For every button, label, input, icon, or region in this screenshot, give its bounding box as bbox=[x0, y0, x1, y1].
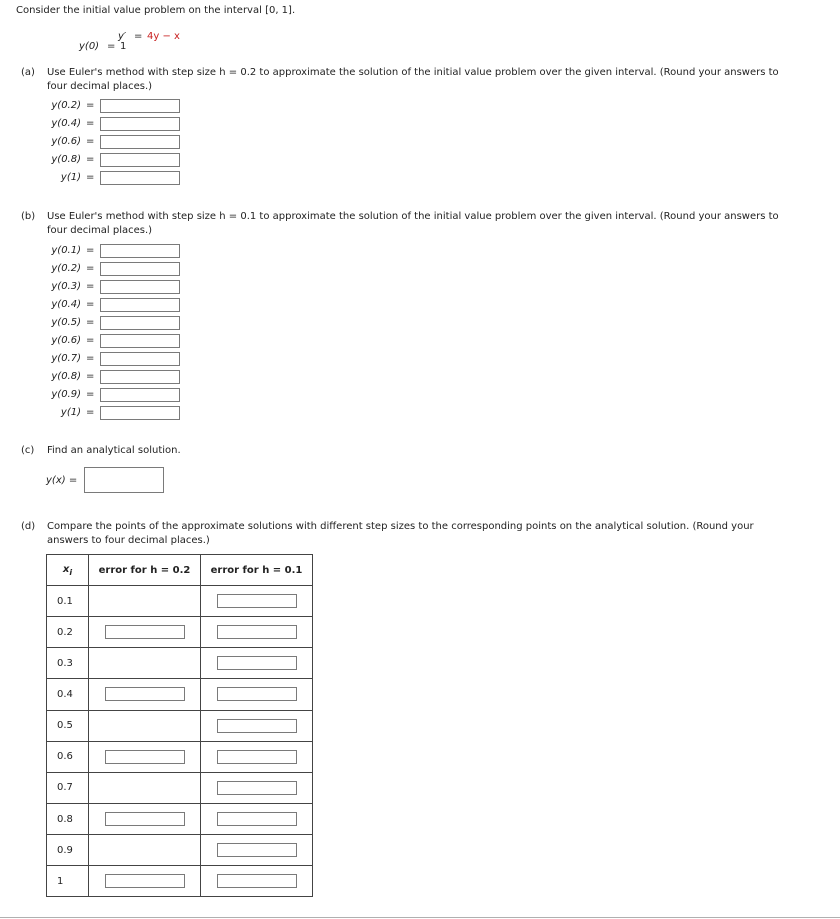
part-a-label: (a) bbox=[21, 67, 35, 78]
ode-line1-eq: = bbox=[134, 31, 143, 42]
error-h02-input[interactable] bbox=[105, 750, 185, 764]
xi-value: 0.4 bbox=[47, 679, 89, 710]
error-h01-cell bbox=[201, 710, 313, 741]
part-d-label: (d) bbox=[21, 521, 36, 532]
error-h01-input[interactable] bbox=[217, 812, 297, 826]
table-row bbox=[47, 803, 313, 834]
part-c-label: (c) bbox=[21, 445, 35, 456]
part-b-row-label: y(0.2) bbox=[51, 263, 81, 274]
part-b-row-label: y(0.1) bbox=[51, 245, 81, 256]
part-a-text-line2: four decimal places.) bbox=[47, 81, 153, 92]
part-b-answer-input[interactable] bbox=[100, 262, 180, 276]
error-h01-input[interactable] bbox=[217, 843, 297, 857]
xi-value: 0.9 bbox=[47, 835, 89, 866]
part-b-answer-input[interactable] bbox=[100, 244, 180, 258]
error-h02-cell bbox=[89, 679, 201, 710]
part-b-row-equals: = bbox=[86, 317, 95, 328]
part-c-text: Find an analytical solution. bbox=[47, 445, 181, 456]
part-b-row-equals: = bbox=[86, 263, 95, 274]
table-row bbox=[47, 835, 313, 866]
table-row bbox=[47, 741, 313, 772]
part-b-row-equals: = bbox=[86, 371, 95, 382]
error-h02-cell bbox=[89, 648, 201, 679]
table-row bbox=[47, 617, 313, 648]
error-h02-cell bbox=[89, 803, 201, 834]
xi-value: 0.8 bbox=[47, 803, 89, 834]
error-h01-cell bbox=[201, 679, 313, 710]
error-h01-cell bbox=[201, 586, 313, 617]
error-h01-input[interactable] bbox=[217, 719, 297, 733]
part-a-answer-input[interactable] bbox=[100, 171, 180, 185]
part-b-row-equals: = bbox=[86, 335, 95, 346]
table-row bbox=[47, 586, 313, 617]
table-header-row bbox=[47, 555, 313, 586]
xi-value: 0.7 bbox=[47, 772, 89, 803]
analytical-solution-input[interactable] bbox=[84, 467, 164, 493]
error-h01-input[interactable] bbox=[217, 656, 297, 670]
part-d-text-line2: answers to four decimal places.) bbox=[47, 535, 210, 546]
part-b-answer-input[interactable] bbox=[100, 388, 180, 402]
table-row bbox=[47, 772, 313, 803]
error-h02-input[interactable] bbox=[105, 687, 185, 701]
error-h01-cell bbox=[201, 866, 313, 897]
error-h01-cell bbox=[201, 835, 313, 866]
error-h02-cell bbox=[89, 835, 201, 866]
ode-line1-rhs: 4y − x bbox=[147, 31, 180, 42]
part-b-row-label: y(0.4) bbox=[51, 299, 81, 310]
xi-value: 0.3 bbox=[47, 648, 89, 679]
error-h02-cell bbox=[89, 741, 201, 772]
part-b-answer-input[interactable] bbox=[100, 370, 180, 384]
part-b-answer-input[interactable] bbox=[100, 316, 180, 330]
xi-value: 0.5 bbox=[47, 710, 89, 741]
error-comparison-table bbox=[46, 554, 313, 897]
part-b-answer-input[interactable] bbox=[100, 280, 180, 294]
part-b-row-label: y(1) bbox=[60, 407, 81, 418]
part-a-row-equals: = bbox=[86, 172, 95, 183]
part-c-answer-label: y(x) = bbox=[46, 475, 78, 486]
header-xi: $x_i$ bbox=[47, 555, 89, 586]
part-b-answer-input[interactable] bbox=[100, 334, 180, 348]
error-h01-input[interactable] bbox=[217, 625, 297, 639]
error-h01-input[interactable] bbox=[217, 687, 297, 701]
table-row bbox=[47, 679, 313, 710]
error-h01-cell bbox=[201, 741, 313, 772]
error-h02-cell bbox=[89, 866, 201, 897]
part-a-row-label: y(0.6) bbox=[51, 136, 81, 147]
part-b-answer-input[interactable] bbox=[100, 352, 180, 366]
part-b-row-equals: = bbox=[86, 245, 95, 256]
part-b-row-equals: = bbox=[86, 353, 95, 364]
error-h01-cell bbox=[201, 772, 313, 803]
part-a-answer-input[interactable] bbox=[100, 117, 180, 131]
part-b-row-equals: = bbox=[86, 299, 95, 310]
ode-line2-rhs: 1 bbox=[120, 41, 127, 52]
xi-value: 1 bbox=[47, 866, 89, 897]
part-a-row-label: y(1) bbox=[60, 172, 81, 183]
error-h02-input[interactable] bbox=[105, 874, 185, 888]
part-b-row-label: y(0.7) bbox=[51, 353, 81, 364]
table-row bbox=[47, 648, 313, 679]
part-a-row-equals: = bbox=[86, 100, 95, 111]
part-a-row-equals: = bbox=[86, 154, 95, 165]
error-h01-input[interactable] bbox=[217, 781, 297, 795]
error-h02-cell bbox=[89, 772, 201, 803]
table-row bbox=[47, 866, 313, 897]
part-b-row-equals: = bbox=[86, 281, 95, 292]
xi-value: 0.6 bbox=[47, 741, 89, 772]
part-a-answer-input[interactable] bbox=[100, 153, 180, 167]
part-b-text-line1: Use Euler's method with step size h = 0.1 to approximate the solution of the initial value problem over the given interval. (Round your answers to bbox=[47, 211, 779, 222]
part-b-row-label: y(0.3) bbox=[51, 281, 81, 292]
xi-value: 0.1 bbox=[47, 586, 89, 617]
part-b-row-equals: = bbox=[86, 407, 95, 418]
part-b-row-label: y(0.5) bbox=[51, 317, 81, 328]
error-h01-cell bbox=[201, 803, 313, 834]
part-b-row-label: y(0.9) bbox=[51, 389, 81, 400]
error-h01-input[interactable] bbox=[217, 750, 297, 764]
part-a-row-label: y(0.4) bbox=[51, 118, 81, 129]
ode-line2-eq: = bbox=[107, 41, 116, 52]
part-b-row-equals: = bbox=[86, 389, 95, 400]
part-b-answer-input[interactable] bbox=[100, 406, 180, 420]
error-h02-cell bbox=[89, 586, 201, 617]
error-h02-cell bbox=[89, 710, 201, 741]
part-b-row-label: y(0.8) bbox=[51, 371, 81, 382]
part-d-text-line1: Compare the points of the approximate solutions with different step sizes to the corresponding points on the analytical solution. (Round your bbox=[47, 521, 754, 532]
xi-value: 0.2 bbox=[47, 617, 89, 648]
error-h02-input[interactable] bbox=[105, 812, 185, 826]
part-b-label: (b) bbox=[21, 211, 36, 222]
ode-line2-lhs: y(0) bbox=[79, 41, 100, 52]
error-h02-cell bbox=[89, 617, 201, 648]
part-a-answer-input[interactable] bbox=[100, 135, 180, 149]
error-h01-cell bbox=[201, 648, 313, 679]
header-error-h01: error for h = 0.1 bbox=[201, 555, 313, 586]
part-a-row-label: y(0.2) bbox=[51, 100, 81, 111]
error-h01-input[interactable] bbox=[217, 594, 297, 608]
intro-text: Consider the initial value problem on the interval [0, 1]. bbox=[16, 5, 296, 16]
part-b-text-line2: four decimal places.) bbox=[47, 225, 153, 236]
ode-line1-lhs: y′ bbox=[118, 31, 127, 42]
part-a-row-label: y(0.8) bbox=[51, 154, 81, 165]
header-error-h02: error for h = 0.2 bbox=[89, 555, 201, 586]
error-h01-input[interactable] bbox=[217, 874, 297, 888]
table-row bbox=[47, 710, 313, 741]
bottom-divider bbox=[0, 917, 840, 918]
part-b-row-label: y(0.6) bbox=[51, 335, 81, 346]
part-a-row-equals: = bbox=[86, 136, 95, 147]
part-a-answer-input[interactable] bbox=[100, 99, 180, 113]
part-a-row-equals: = bbox=[86, 118, 95, 129]
part-a-text-line1: Use Euler's method with step size h = 0.2 to approximate the solution of the initial value problem over the given interval. (Round your answers to bbox=[47, 67, 779, 78]
error-h01-cell bbox=[201, 617, 313, 648]
error-h02-input[interactable] bbox=[105, 625, 185, 639]
part-b-answer-input[interactable] bbox=[100, 298, 180, 312]
